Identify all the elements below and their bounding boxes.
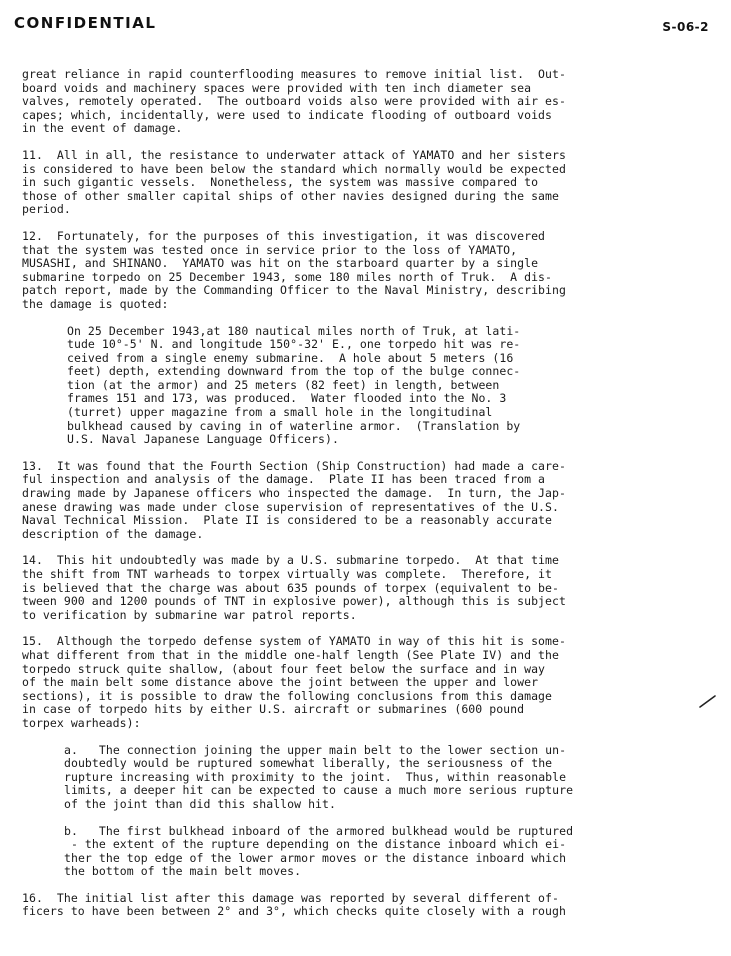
paragraph-11: 11. All in all, the resistance to underwater attack of YAMATO and her sisters is considered to have been below the standard which normally would be expected in such gigantic vessels. Nonetheless, the system was massive compared to those of other smaller capital ships of other navies designed during the same period. (22, 147, 566, 217)
document-number: S-06-2 (662, 20, 709, 34)
paragraph-13: 13. It was found that the Fourth Section (Ship Construction) had made a care- ful inspection and analysis of the damage. Plate II has been traced from a drawing made by Japanese officers who inspected the damage. In turn, the Jap- anese drawing was made under close supervision of representatives of the U.S. Naval Technical Mission. Plate II is considered to be a reasonably accurate description of the damage. (22, 458, 566, 541)
subparagraph-b: b. The first bulkhead inboard of the armored bulkhead would be ruptured - the extent of the rupture depending on the distance inboard which ei- ther the top edge of the lower armor moves or the distance inboard which the bottom of the main belt moves. (64, 823, 574, 879)
subparagraph-a: a. The connection joining the upper main belt to the lower section un- doubtedly would be ruptured somewhat liberally, the seriousness of the rupture increasing with proximity to the joint. Thus, within reasonable limits, a deeper hit can be expected to cause a much more serious rupture of the joint than did this shallow hit. (64, 742, 574, 811)
classification-header: CONFIDENTIAL (14, 14, 157, 32)
document-body (22, 68, 712, 932)
margin-pen-mark (698, 692, 718, 710)
quoted-dispatch-report: On 25 December 1943,at 180 nautical miles north of Truk, at lati- tude 10°-5' N. and longitude 150°-32' E., one torpedo hit was re- ceived from a single enemy submarine. A hole about 5 meters (16 feet) depth, extending downward from the top of the bulge connec- tion (at the armor) and 25 meters (82 feet) in length, between frames 151 and 173, was produced. Water flooded into the No. 3 (turret) upper magazine from a small hole in the longitudinal bulkhead caused by caving in of waterline armor. (Translation by U.S. Naval Japanese Language Officers). (67, 323, 521, 447)
paragraph-12: 12. Fortunately, for the purposes of this investigation, it was discovered that the system was tested once in service prior to the loss of YAMATO, MUSASHI, and SHINANO. YAMATO was hit on the starboard quarter by a single submarine torpedo on 25 December 1943, some 180 miles north of Truk. A dis- patch report, made by the Commanding Officer to the Naval Ministry, describing the damage is quoted: (22, 228, 566, 311)
paragraph-15: 15. Although the torpedo defense system of YAMATO in way of this hit is some- what different from that in the middle one-half length (See Plate IV) and the torpedo struck quite shallow, (about four feet below the surface and in way of the main belt some distance above the joint between the upper and lower sections), it is possible to draw the following conclusions from this damage in case of torpedo hits by either U.S. aircraft or submarines (600 pound torpex warheads): (22, 634, 566, 730)
paragraph-14: 14. This hit undoubtedly was made by a U.S. submarine torpedo. At that time the shift from TNT warheads to torpex virtually was complete. Therefore, it is believed that the charge was about 635 pounds of torpex (equivalent to be- tween 900 and 1200 pounds of TNT in explosive power), although this is subject to verification by submarine war patrol reports. (22, 553, 566, 622)
paragraph-16: 16. The initial list after this damage was reported by several different of- ficers to have been between 2° and 3°, which checks quite closely with a rough (22, 890, 566, 919)
paragraph-continued: great reliance in rapid counterflooding measures to remove initial list. Out- board voids and machinery spaces were provided with ten inch diameter sea valves, remotely operated. The outboard voids also were provided with air es- capes; which, incidentally, were used to indicate flooding of outboard voids in the event of damage. (22, 67, 566, 136)
